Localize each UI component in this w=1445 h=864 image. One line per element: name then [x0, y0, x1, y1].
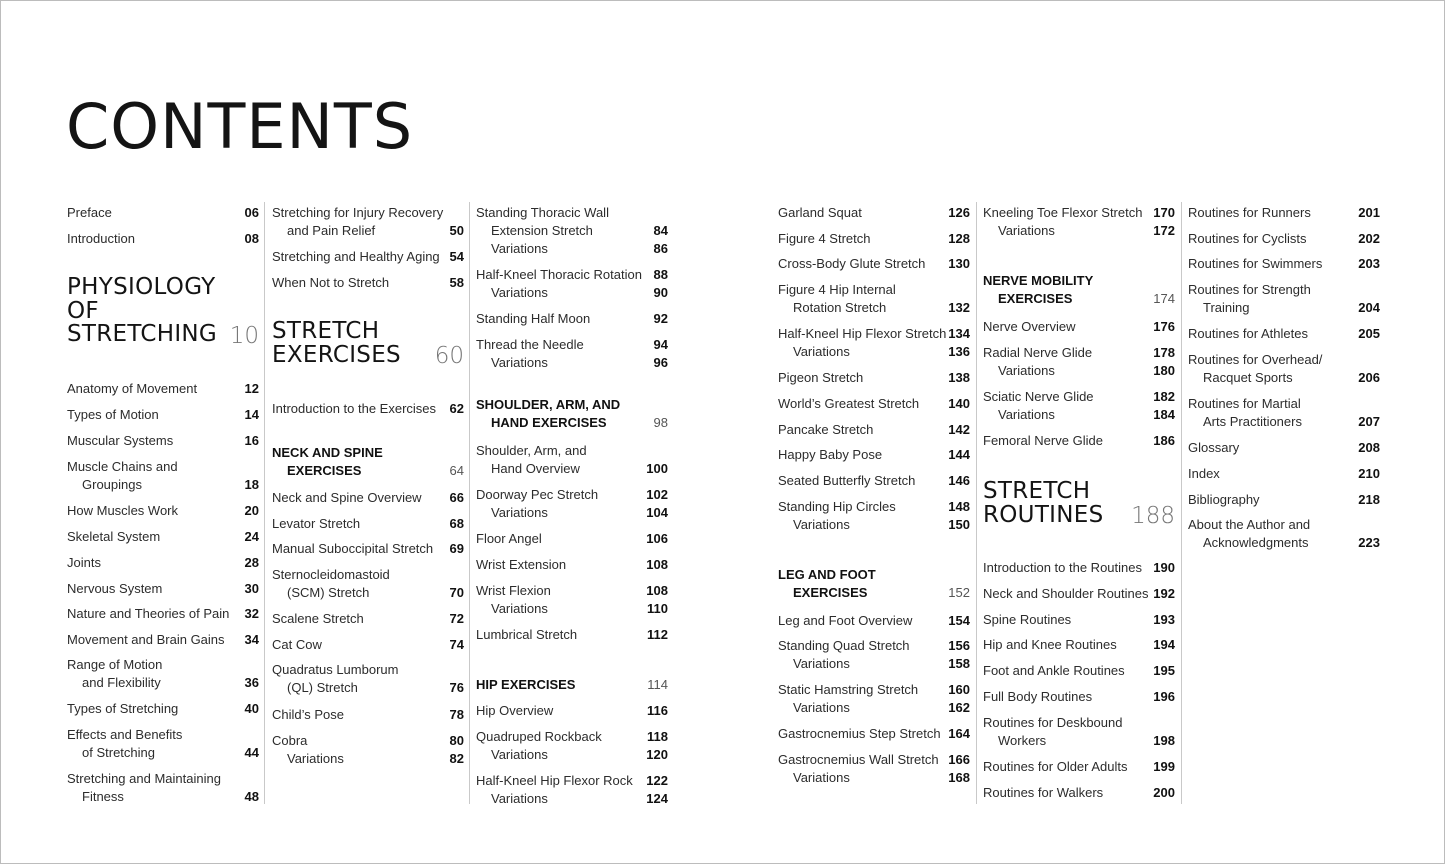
entry-label: Seated Butterfly Stretch: [778, 473, 916, 488]
page-number: 180: [1153, 363, 1175, 378]
column-divider: [1181, 202, 1182, 804]
entry-label: Nerve Overview: [983, 319, 1076, 334]
page-number: 203: [1358, 256, 1380, 271]
page-number: 78: [449, 707, 464, 722]
entry-label-line2: Groupings: [82, 477, 142, 492]
page-number: 74: [449, 637, 464, 652]
page-number: 190: [1153, 560, 1175, 575]
entry-label-line2: Variations: [491, 747, 548, 762]
page-number: 206: [1358, 370, 1380, 385]
entry-label-line2: Variations: [998, 223, 1055, 238]
entry-label: Pigeon Stretch: [778, 370, 864, 385]
page-number: 195: [1153, 663, 1175, 678]
subsection-label-line2: HAND EXERCISES: [491, 415, 607, 430]
entry-label: Introduction to the Exercises: [272, 401, 437, 416]
entry-label: Pancake Stretch: [778, 422, 874, 437]
entry-label-line2: Arts Practitioners: [1203, 414, 1302, 429]
entry-label: Scalene Stretch: [272, 611, 364, 626]
page-number: 154: [948, 613, 970, 628]
entry-label: Neck and Shoulder Routines: [983, 586, 1149, 601]
page-number: 110: [647, 601, 668, 616]
column-divider: [264, 202, 265, 804]
page-number: 186: [1153, 433, 1175, 448]
entry-label: Wrist Extension: [476, 557, 567, 572]
page-number: 130: [948, 256, 970, 271]
entry-label: Kneeling Toe Flexor Stretch: [983, 205, 1143, 220]
page-number: 160: [948, 682, 970, 697]
page-number: 124: [646, 791, 668, 806]
entry-label: Standing Quad Stretch: [778, 638, 910, 653]
section-page-number: 188: [1131, 503, 1175, 529]
entry-label: Muscular Systems: [67, 433, 174, 448]
page-number: 168: [948, 770, 970, 785]
page-number: 140: [948, 396, 970, 411]
entry-label-line2: and Flexibility: [82, 675, 161, 690]
entry-label: Effects and Benefits: [67, 727, 183, 742]
page-number: 170: [1153, 205, 1175, 220]
section-title-line: STRETCH: [983, 478, 1091, 504]
page-number: 100: [646, 461, 668, 476]
entry-label-line2: Variations: [793, 656, 850, 671]
page-number: 102: [646, 487, 668, 502]
section-title-line: OF: [67, 297, 99, 324]
page-number: 24: [244, 529, 259, 544]
entry-label: Femoral Nerve Glide: [983, 433, 1103, 448]
entry-label: Neck and Spine Overview: [272, 490, 422, 505]
entry-label: Routines for Strength: [1188, 282, 1311, 297]
entry-label-line2: Extension Stretch: [491, 223, 593, 238]
page-number: 194: [1153, 637, 1175, 652]
page-number: 36: [244, 675, 259, 690]
page-number: 134: [948, 326, 970, 341]
entry-label: Static Hamstring Stretch: [778, 682, 919, 697]
column-divider: [469, 202, 470, 804]
subsection-label: HIP EXERCISES: [476, 677, 576, 692]
page-number: 20: [244, 503, 259, 518]
section-title-line: PHYSIOLOGY: [67, 274, 216, 300]
entry-label: Spine Routines: [983, 612, 1072, 627]
page-number: 174: [1153, 291, 1175, 306]
subsection-label-line2: EXERCISES: [287, 463, 362, 478]
entry-label-line2: Variations: [491, 505, 548, 520]
entry-label: Routines for Athletes: [1188, 326, 1308, 341]
entry-label-line2: Variations: [998, 363, 1055, 378]
entry-label: Skeletal System: [67, 529, 161, 544]
page-number: 210: [1358, 466, 1380, 481]
page-number: 48: [244, 789, 259, 804]
section-page-number: 60: [434, 343, 464, 369]
page-number: 108: [646, 583, 668, 598]
page-number: 58: [449, 275, 464, 290]
page-number: 06: [244, 205, 259, 220]
entry-label-line3: Variations: [491, 241, 548, 256]
page-number: 44: [244, 745, 259, 760]
entry-label: Manual Suboccipital Stretch: [272, 541, 434, 556]
entry-label-line2: Rotation Stretch: [793, 300, 887, 315]
entry-label: Gastrocnemius Step Stretch: [778, 726, 941, 741]
page-number: 144: [948, 447, 970, 462]
section-title-line: STRETCH: [272, 318, 380, 344]
entry-label: Sternocleidomastoid: [272, 567, 390, 582]
page-number: 205: [1358, 326, 1380, 341]
page-number: 108: [646, 557, 668, 572]
page-number: 14: [244, 407, 259, 422]
entry-label-line2: Training: [1203, 300, 1250, 315]
entry-label: Child’s Pose: [272, 707, 345, 722]
entry-label: Shoulder, Arm, and: [476, 443, 587, 458]
entry-label-line2: Variations: [793, 517, 850, 532]
entry-label: Range of Motion: [67, 657, 163, 672]
page-number: 62: [449, 401, 464, 416]
page-number: 70: [449, 585, 464, 600]
page-number: 178: [1153, 345, 1175, 360]
page-number: 207: [1358, 414, 1380, 429]
entry-label: Happy Baby Pose: [778, 447, 883, 462]
entry-label: Hip Overview: [476, 703, 554, 718]
entry-label: Routines for Older Adults: [983, 759, 1128, 774]
entry-label-line2: Fitness: [82, 789, 124, 804]
entry-label: Standing Half Moon: [476, 311, 591, 326]
entry-label-line2: Hand Overview: [491, 461, 580, 476]
entry-label-line2: and Pain Relief: [287, 223, 376, 238]
page-number: 64: [449, 463, 464, 478]
page-number: 40: [244, 701, 259, 716]
entry-label: Cobra: [272, 733, 308, 748]
page-number: 122: [646, 773, 668, 788]
entry-label: Routines for Walkers: [983, 785, 1104, 800]
page-number: 116: [647, 703, 668, 718]
page-number: 142: [948, 422, 970, 437]
entry-label: Routines for Swimmers: [1188, 256, 1323, 271]
page-number: 72: [449, 611, 464, 626]
page-number: 118: [647, 729, 668, 744]
entry-label: Types of Stretching: [67, 701, 179, 716]
entry-label: Movement and Brain Gains: [67, 632, 225, 647]
entry-label: Index: [1188, 466, 1220, 481]
entry-label: When Not to Stretch: [272, 275, 390, 290]
entry-label: Radial Nerve Glide: [983, 345, 1093, 360]
entry-label-line2: Variations: [491, 791, 548, 806]
entry-label-line2: Acknowledgments: [1203, 535, 1309, 550]
page-number: 202: [1358, 231, 1380, 246]
entry-label: Routines for Overhead/: [1188, 352, 1323, 367]
page-number: 184: [1153, 407, 1175, 422]
entry-label: Half-Kneel Thoracic Rotation: [476, 267, 642, 282]
page-number: 198: [1153, 733, 1175, 748]
subsection-label: SHOULDER, ARM, AND: [476, 397, 621, 412]
page-number: 50: [449, 223, 464, 238]
page-number: 193: [1153, 612, 1175, 627]
page-number: 132: [948, 300, 970, 315]
entry-label: Figure 4 Hip Internal: [778, 282, 896, 297]
entry-label: Hip and Knee Routines: [983, 637, 1117, 652]
entry-label: Figure 4 Stretch: [778, 231, 871, 246]
page-number: 148: [948, 499, 970, 514]
page-number: 112: [647, 627, 668, 642]
page-number: 166: [948, 752, 970, 767]
subsection-label: NECK AND SPINE: [272, 445, 383, 460]
page-number: 196: [1153, 689, 1175, 704]
entry-label: Muscle Chains and: [67, 459, 178, 474]
section-heading: [983, 480, 1175, 527]
entry-label: Half-Kneel Hip Flexor Rock: [476, 773, 633, 788]
page-title: CONTENTS: [66, 90, 414, 163]
page-number: 126: [948, 205, 970, 220]
entry-label: Wrist Flexion: [476, 583, 551, 598]
entry-label: How Muscles Work: [67, 503, 179, 518]
entry-label: Joints: [67, 555, 101, 570]
page-number: 68: [449, 516, 464, 531]
entry-label: Stretching and Maintaining: [67, 771, 221, 786]
subsection-label-line2: EXERCISES: [793, 585, 868, 600]
page-number: 150: [948, 517, 970, 532]
entry-label-line2: Workers: [998, 733, 1047, 748]
entry-label: Cross-Body Glute Stretch: [778, 256, 926, 271]
entry-label: Nervous System: [67, 581, 163, 596]
page-number: 94: [653, 337, 668, 352]
page-number: 204: [1358, 300, 1380, 315]
section-page-number: 10: [229, 322, 259, 349]
page-number: 120: [646, 747, 668, 762]
page-number: 28: [244, 555, 259, 570]
entry-label-line2: Variations: [491, 285, 548, 300]
subsection-label: NERVE MOBILITY: [983, 273, 1094, 288]
entry-label: Introduction to the Routines: [983, 560, 1142, 575]
entry-label: Routines for Deskbound: [983, 715, 1123, 730]
page-number: 223: [1358, 535, 1380, 550]
entry-label-line2: of Stretching: [82, 745, 155, 760]
page-number: 176: [1153, 319, 1175, 334]
entry-label: Gastrocnemius Wall Stretch: [778, 752, 939, 767]
subsection-label: LEG AND FOOT: [778, 567, 876, 582]
entry-label: Types of Motion: [67, 407, 159, 422]
page-number: 30: [244, 581, 259, 596]
section-title-line: STRETCHING: [67, 321, 218, 347]
page-number: 192: [1153, 586, 1175, 601]
entry-label: Quadruped Rockback: [476, 729, 602, 744]
entry-label: Routines for Cyclists: [1188, 231, 1307, 246]
entry-label: Anatomy of Movement: [67, 381, 198, 396]
page-number: 106: [646, 531, 668, 546]
entry-label: Sciatic Nerve Glide: [983, 389, 1094, 404]
page-number: 84: [653, 223, 668, 238]
page-number: 88: [653, 267, 668, 282]
entry-label: Preface: [67, 205, 112, 220]
page-number: 136: [948, 344, 970, 359]
page-number: 164: [948, 726, 970, 741]
page-number: 66: [449, 490, 464, 505]
page-number: 201: [1358, 205, 1380, 220]
column-divider: [976, 202, 977, 804]
entry-label: Doorway Pec Stretch: [476, 487, 599, 502]
entry-label: Half-Kneel Hip Flexor Stretch: [778, 326, 947, 341]
page-number: 16: [244, 433, 259, 448]
entry-label: Full Body Routines: [983, 689, 1093, 704]
entry-label: Standing Thoracic Wall: [476, 205, 609, 220]
entry-label: Lumbrical Stretch: [476, 627, 578, 642]
page-number: 146: [948, 473, 970, 488]
entry-label: Routines for Martial: [1188, 396, 1301, 411]
page-number: 54: [449, 249, 464, 264]
page-number: 172: [1153, 223, 1175, 238]
page-number: 200: [1153, 785, 1175, 800]
page-number: 128: [948, 231, 970, 246]
entry-label: Garland Squat: [778, 205, 862, 220]
entry-label: Cat Cow: [272, 637, 322, 652]
page-number: 12: [244, 381, 259, 396]
entry-label-line2: Variations: [287, 751, 344, 766]
entry-label-line2: Variations: [998, 407, 1055, 422]
entry-label-line2: Variations: [491, 355, 548, 370]
page-number: 32: [244, 606, 259, 621]
page-number: 98: [653, 415, 668, 430]
page-number: 114: [647, 677, 668, 692]
entry-label: Glossary: [1188, 440, 1240, 455]
entry-label: Levator Stretch: [272, 516, 361, 531]
entry-label: Stretching for Injury Recovery: [272, 205, 444, 220]
entry-label: Leg and Foot Overview: [778, 613, 913, 628]
entry-label: About the Author and: [1188, 517, 1311, 532]
entry-label: Introduction: [67, 231, 135, 246]
page-number: 156: [948, 638, 970, 653]
page-number: 158: [948, 656, 970, 671]
page-number: 86: [653, 241, 668, 256]
entry-label: Bibliography: [1188, 492, 1260, 507]
page-number: 90: [653, 285, 668, 300]
entry-label-line2: (SCM) Stretch: [287, 585, 370, 600]
entry-label: Routines for Runners: [1188, 205, 1311, 220]
section-heading: [272, 320, 464, 367]
section-title-line: ROUTINES: [983, 501, 1104, 528]
page-number: 208: [1358, 440, 1380, 455]
entry-label: Thread the Needle: [476, 337, 584, 352]
page-number: 92: [653, 311, 668, 326]
entry-label: Nature and Theories of Pain: [67, 606, 230, 621]
entry-label: World’s Greatest Stretch: [778, 396, 920, 411]
page-number: 69: [449, 541, 464, 556]
entry-label-line2: Variations: [793, 344, 850, 359]
page-number: 08: [244, 231, 259, 246]
page-number: 82: [449, 751, 464, 766]
entry-label-line2: Variations: [491, 601, 548, 616]
page-number: 18: [244, 477, 259, 492]
entry-label: Floor Angel: [476, 531, 542, 546]
page-number: 152: [948, 585, 970, 600]
page-number: 96: [653, 355, 668, 370]
page-number: 162: [948, 700, 970, 715]
page-number: 80: [449, 733, 464, 748]
entry-label-line2: Racquet Sports: [1203, 370, 1293, 385]
entry-label: Standing Hip Circles: [778, 499, 896, 514]
section-title-line: EXERCISES: [272, 341, 401, 368]
subsection-label-line2: EXERCISES: [998, 291, 1073, 306]
entry-label-line2: Variations: [793, 700, 850, 715]
page-number: 182: [1153, 389, 1175, 404]
entry-label: Quadratus Lumborum: [272, 662, 399, 677]
section-heading: [67, 276, 259, 347]
page-number: 34: [244, 632, 259, 647]
entry-label-line2: Variations: [793, 770, 850, 785]
entry-label: Foot and Ankle Routines: [983, 663, 1125, 678]
page-number: 218: [1358, 492, 1380, 507]
page-number: 138: [948, 370, 970, 385]
page-number: 104: [646, 505, 668, 520]
entry-label: Stretching and Healthy Aging: [272, 249, 440, 264]
page-number: 199: [1153, 759, 1175, 774]
page-number: 76: [449, 680, 464, 695]
entry-label-line2: (QL) Stretch: [287, 680, 358, 695]
